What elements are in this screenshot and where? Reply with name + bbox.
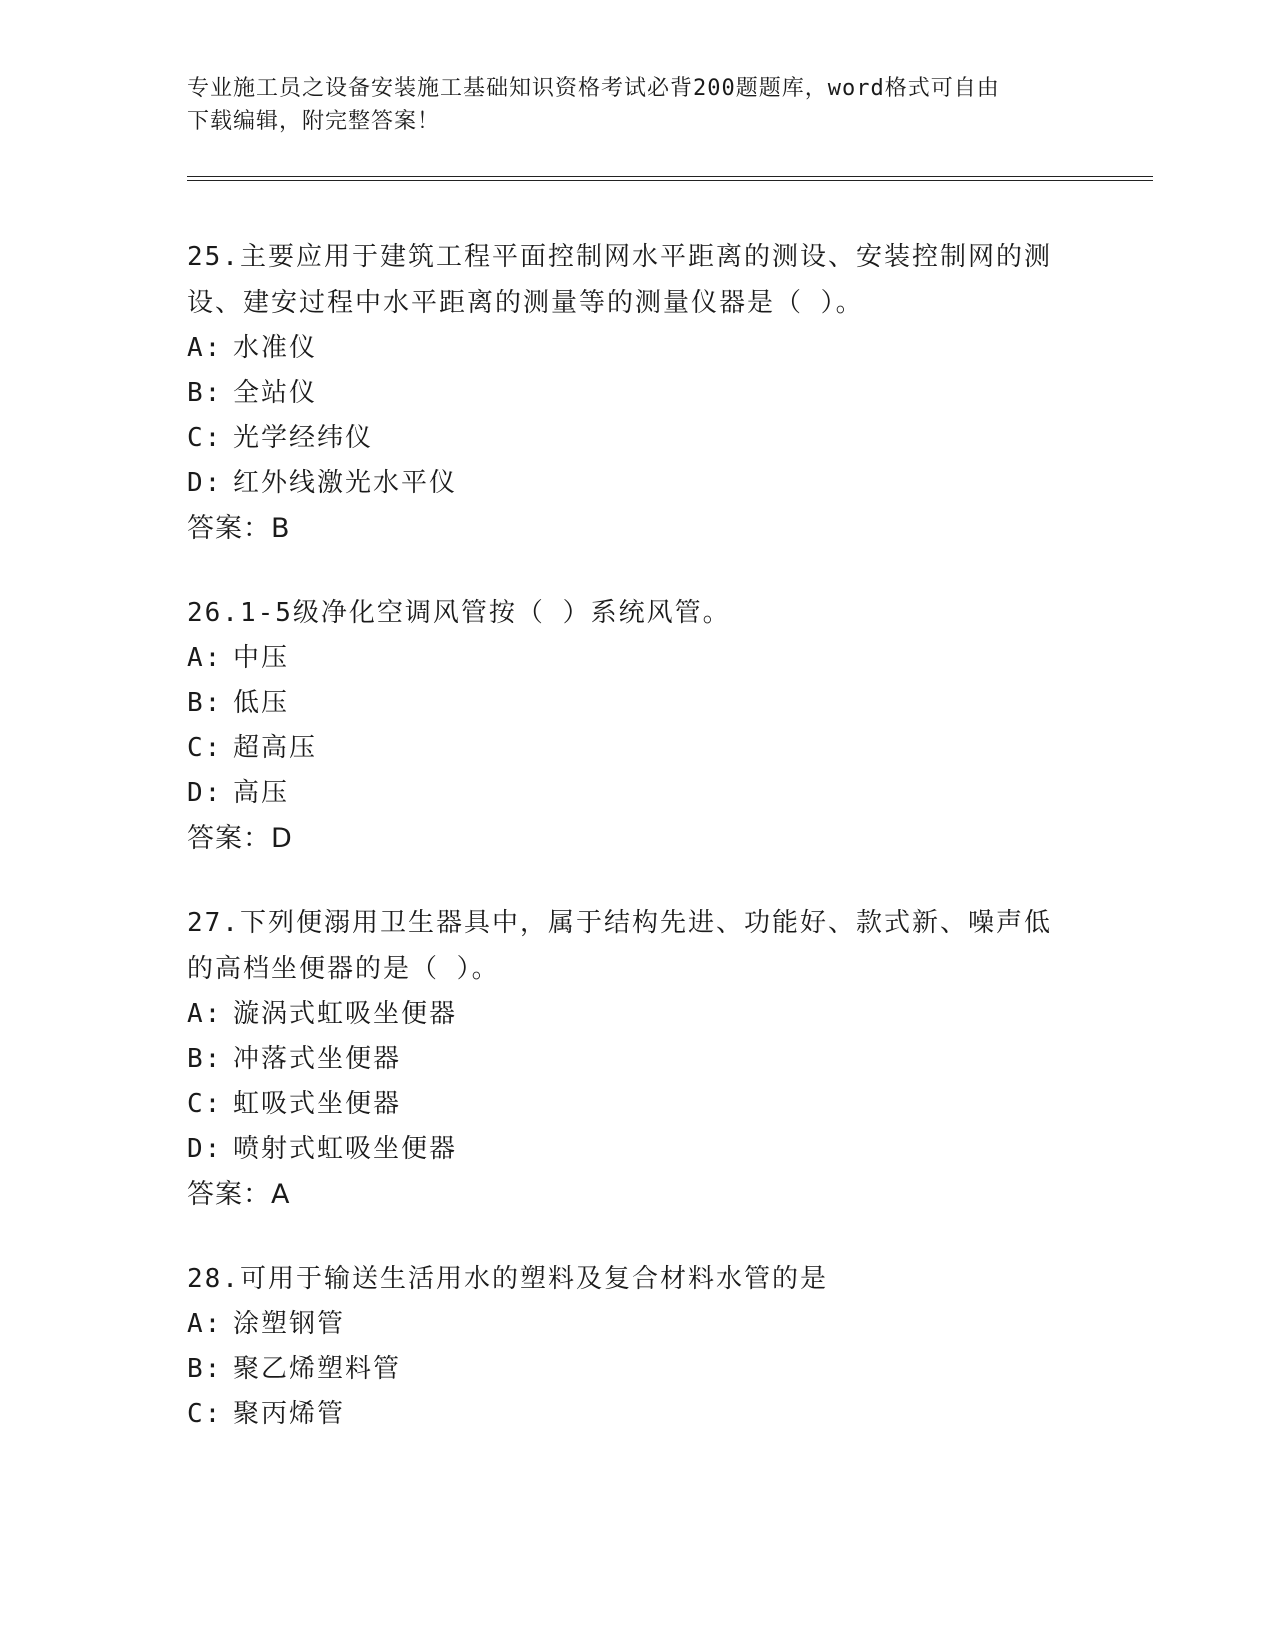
- option-text: 光学经纬仪: [233, 423, 374, 453]
- option-text: 冲落式坐便器: [233, 1044, 402, 1074]
- option-key: A:: [187, 1309, 223, 1339]
- option-a: [187, 992, 1087, 1037]
- option-key: A:: [187, 999, 223, 1029]
- question-list: [187, 234, 1087, 1475]
- option-text: 聚乙烯塑料管: [233, 1354, 402, 1384]
- option-text: 水准仪: [233, 333, 318, 363]
- option-text: 虹吸式坐便器: [233, 1089, 402, 1119]
- option-key: A:: [187, 643, 223, 673]
- option-b: [187, 681, 1087, 726]
- option-key: B:: [187, 688, 223, 718]
- option-b: [187, 371, 1087, 416]
- option-text: 漩涡式虹吸坐便器: [233, 999, 458, 1029]
- option-c: [187, 726, 1087, 771]
- option-key: B:: [187, 1044, 223, 1074]
- option-d: [187, 771, 1087, 816]
- option-text: 喷射式虹吸坐便器: [233, 1134, 458, 1164]
- option-key: C:: [187, 733, 223, 763]
- option-text: 涂塑钢管: [233, 1309, 346, 1339]
- option-d: [187, 461, 1087, 506]
- question-stem: 28.可用于输送生活用水的塑料及复合材料水管的是: [187, 1264, 828, 1294]
- option-text: 超高压: [233, 733, 318, 763]
- question-25: [187, 234, 1087, 552]
- question-stem: 25.主要应用于建筑工程平面控制网水平距离的测设、安装控制网的测: [187, 242, 1052, 272]
- question-27: [187, 900, 1087, 1218]
- option-key: D:: [187, 778, 223, 808]
- option-b: [187, 1037, 1087, 1082]
- question-stem: 26.1-5级净化空调风管按（ ）系统风管。: [187, 598, 731, 628]
- option-b: [187, 1347, 1087, 1392]
- question-stem-continued: 设、建安过程中水平距离的测量等的测量仪器是（ ）。: [187, 288, 864, 318]
- option-text: 全站仪: [233, 378, 318, 408]
- option-text: 聚丙烯管: [233, 1399, 346, 1429]
- option-key: D:: [187, 1134, 223, 1164]
- answer-line: 答案：B: [187, 513, 291, 544]
- option-text: 低压: [233, 688, 290, 718]
- question-28: [187, 1256, 1087, 1437]
- answer-line: 答案：D: [187, 823, 293, 854]
- option-key: B:: [187, 378, 223, 408]
- header-divider: [187, 176, 1153, 181]
- option-key: A:: [187, 333, 223, 363]
- option-text: 中压: [233, 643, 290, 673]
- document-header: [187, 72, 1087, 138]
- question-stem-continued: 的高档坐便器的是（ ）。: [187, 954, 500, 984]
- option-a: [187, 636, 1087, 681]
- option-a: [187, 1302, 1087, 1347]
- question-stem: 27.下列便溺用卫生器具中，属于结构先进、功能好、款式新、噪声低: [187, 908, 1052, 938]
- question-26: [187, 590, 1087, 862]
- option-key: B:: [187, 1354, 223, 1384]
- option-key: C:: [187, 1399, 223, 1429]
- option-c: [187, 416, 1087, 461]
- option-a: [187, 326, 1087, 371]
- header-line-2: 下载编辑，附完整答案！: [187, 109, 441, 134]
- header-line-1: 专业施工员之设备安装施工基础知识资格考试必背200题题库，word格式可自由: [187, 76, 1000, 101]
- option-key: C:: [187, 1089, 223, 1119]
- option-c: [187, 1392, 1087, 1437]
- option-key: C:: [187, 423, 223, 453]
- option-c: [187, 1082, 1087, 1127]
- answer-line: 答案：A: [187, 1179, 291, 1210]
- option-key: D:: [187, 468, 223, 498]
- option-text: 高压: [233, 778, 290, 808]
- option-text: 红外线激光水平仪: [233, 468, 458, 498]
- option-d: [187, 1127, 1087, 1172]
